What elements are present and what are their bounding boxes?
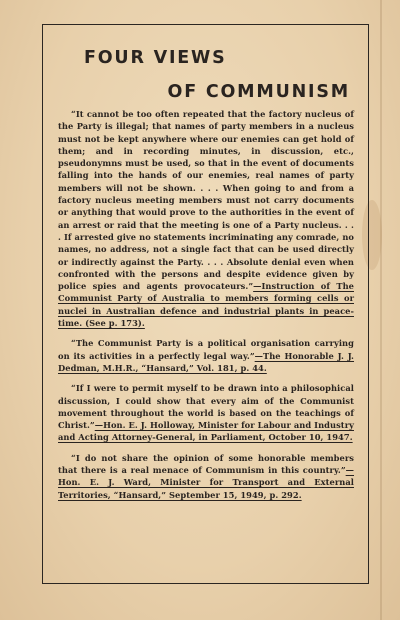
title-line-1: FOUR VIEWS <box>84 48 227 68</box>
quote-4-text: “I do not share the opinion of some honorable members that there is a real menace of Communism in this country.” <box>58 452 354 476</box>
paper-fold <box>380 0 382 620</box>
quote-2-text: “The Communist Party is a political organisation carrying on its activities in a perfectly legal way.” <box>58 338 354 361</box>
quote-2 <box>58 337 354 374</box>
quote-1 <box>58 108 354 329</box>
quote-2-source: —The Honorable J. J. Dedman, M.H.R., “Hansard,” Vol. 181, p. 44. <box>58 350 355 373</box>
quote-4-source: —Hon. E. J. Ward, Minister for Transport and External Territories, “Hansard,” September 15, 1949, p. 292. <box>58 465 354 500</box>
title-line-2: OF COMMUNISM <box>167 82 350 102</box>
quote-3-text: “If I were to permit myself to be drawn into a philosophical discussion, I could show that every aim of the Communist movement throughout the world is based on the teachings of Christ.” <box>58 383 354 431</box>
quote-4 <box>58 452 354 501</box>
page-content <box>58 44 354 509</box>
quote-3 <box>58 382 354 443</box>
quote-1-text: “It cannot be too often repeated that the factory nucleus of the Party is illegal; that names of party members in a nucleus must not be kept anywhere where our enemies can get hold of them; and in recording minutes, in discussion, etc., pseudonymns must be used, so that in the event of documents falling into the hands of our enemies, real names of party members will not be shown. . . . When going to and from a factory nucleus meeting members must not carry documents or anything that would prove to the authorities in the event of an arrest or raid that the meeting is one of a Party nucleus. . . . If arrested give no statements incriminating any comrade, no names, no address, not a single fact that can be used directly or indirectly against the Party. . . . Absolute denial even when confronted with the persons and despite evidence given by police spies and agents provocateurs.” <box>58 109 354 292</box>
quote-1-source: —Instruction of The Communist Party of Australia to members forming cells or nuclei in Australian defence and industrial plants in peace-time. (See p. 173). <box>58 281 354 329</box>
quote-3-source: —Hon. E. J. Holloway, Minister for Labour and Industry and Acting Attorney-General, in Parliament, October 10, 1947. <box>58 420 354 443</box>
